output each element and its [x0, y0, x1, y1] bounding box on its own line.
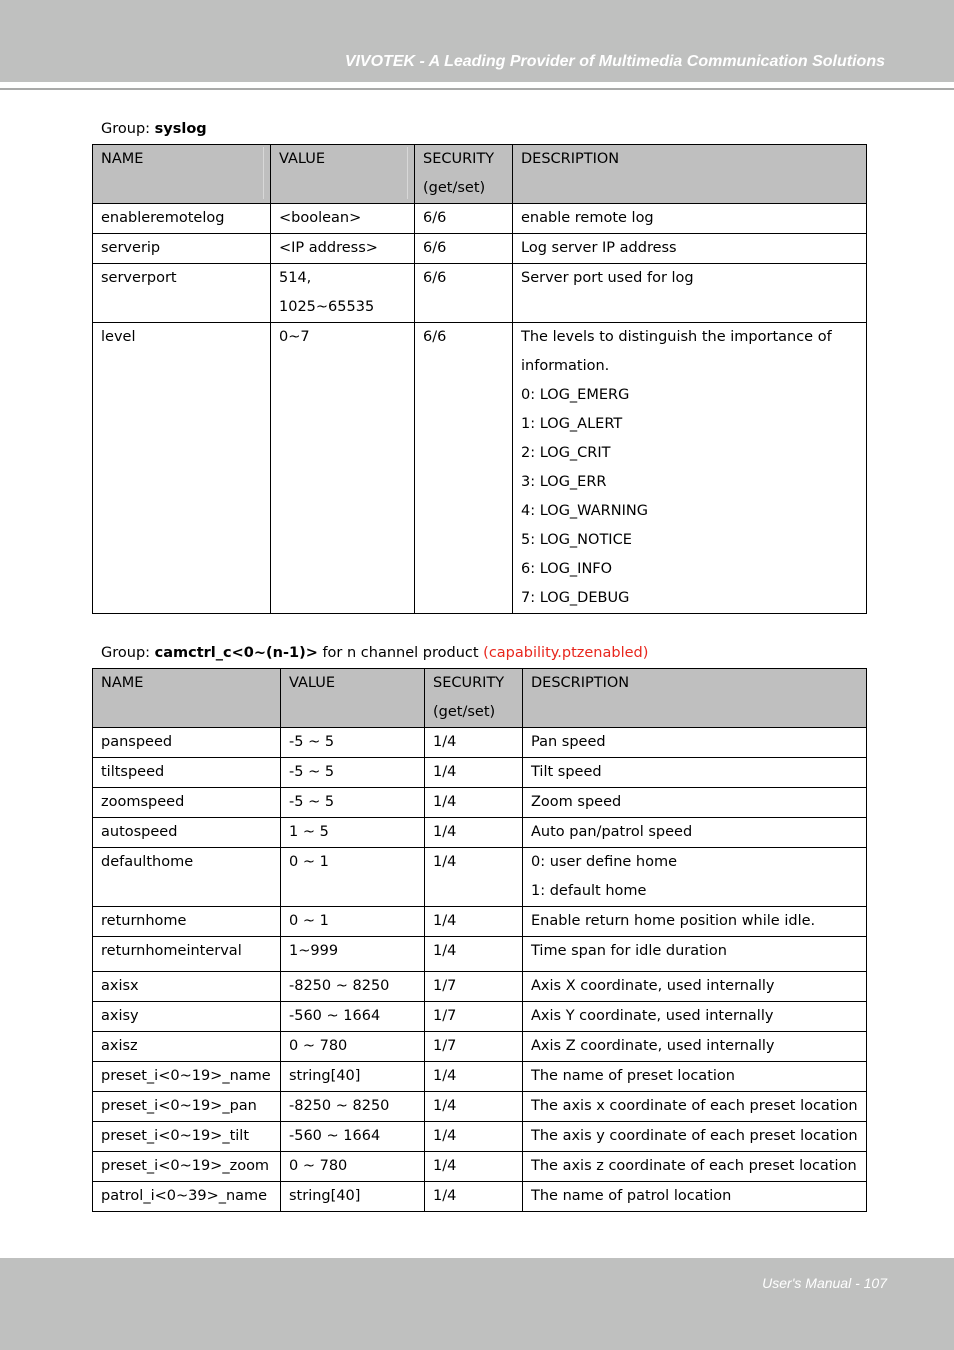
description-line: The levels to distinguish the importance of — [521, 329, 832, 345]
table-row — [93, 1062, 867, 1092]
description-line: 7: LOG_DEBUG — [521, 590, 630, 606]
cell-value — [271, 323, 415, 614]
camctrl-group-caption — [101, 645, 648, 661]
cell-value — [271, 234, 415, 264]
cell-description — [523, 1032, 867, 1062]
cell-name: axisy — [93, 1002, 281, 1032]
column-header-description: DESCRIPTION — [523, 669, 867, 728]
cell-value: -5 ~ 5 — [281, 728, 425, 758]
security-subtitle: (get/set) — [433, 704, 496, 720]
cell-name: axisz — [93, 1032, 281, 1062]
column-header-name: NAME — [93, 145, 271, 204]
description-line: The name of preset location — [531, 1068, 735, 1084]
cell-name: level — [93, 323, 271, 614]
description-line: Tilt speed — [531, 764, 602, 780]
cell-description — [523, 1182, 867, 1212]
cell-value: 1 ~ 5 — [281, 818, 425, 848]
description-line: The axis z coordinate of each preset location — [531, 1158, 857, 1174]
cell-security: 6/6 — [415, 264, 513, 323]
column-header-value: VALUE — [281, 669, 425, 728]
description-line: 0: user define home — [531, 854, 678, 870]
table-row — [93, 204, 867, 234]
description-line: The axis y coordinate of each preset location — [531, 1128, 858, 1144]
cell-description — [513, 234, 867, 264]
description-line: 1: LOG_ALERT — [521, 416, 623, 432]
description-line: 0: LOG_EMERG — [521, 387, 630, 403]
cell-security: 6/6 — [415, 323, 513, 614]
value-line: <boolean> — [279, 210, 362, 226]
cell-value: 0 ~ 780 — [281, 1152, 425, 1182]
cell-security: 1/4 — [425, 937, 523, 972]
table-row — [93, 1002, 867, 1032]
syslog-table — [92, 144, 867, 614]
description-line: enable remote log — [521, 210, 654, 226]
cell-security: 1/4 — [425, 848, 523, 907]
description-line: Axis Y coordinate, used internally — [531, 1008, 774, 1024]
cell-description — [523, 728, 867, 758]
cell-value: -5 ~ 5 — [281, 758, 425, 788]
cell-name: serverip — [93, 234, 271, 264]
table-row — [93, 1182, 867, 1212]
table-row — [93, 818, 867, 848]
description-line: Axis Z coordinate, used internally — [531, 1038, 775, 1054]
cell-name: panspeed — [93, 728, 281, 758]
table-header-row — [93, 669, 867, 728]
value-line: 514, — [279, 270, 312, 286]
cell-security: 1/7 — [425, 972, 523, 1002]
cell-security: 1/7 — [425, 1002, 523, 1032]
cell-security: 1/4 — [425, 818, 523, 848]
table-row — [93, 1092, 867, 1122]
table-row — [93, 758, 867, 788]
table-row — [93, 234, 867, 264]
cell-value: -560 ~ 1664 — [281, 1002, 425, 1032]
table-row — [93, 1152, 867, 1182]
cell-security: 1/7 — [425, 1032, 523, 1062]
cell-description — [523, 848, 867, 907]
table-row — [93, 323, 867, 614]
cell-value: string[40] — [281, 1062, 425, 1092]
description-line: Enable return home position while idle. — [531, 913, 816, 929]
cell-description — [523, 1092, 867, 1122]
header-title: VIVOTEK - A Leading Provider of Multimedia Communication Solutions — [344, 53, 885, 70]
cell-description — [523, 818, 867, 848]
description-line: Axis X coordinate, used internally — [531, 978, 775, 994]
cell-value: -8250 ~ 8250 — [281, 1092, 425, 1122]
security-subtitle: (get/set) — [423, 180, 486, 196]
description-line: 6: LOG_INFO — [521, 561, 613, 577]
cell-value: 0 ~ 1 — [281, 907, 425, 937]
cell-description — [523, 1002, 867, 1032]
column-header-security — [415, 145, 513, 204]
cell-name: preset_i<0~19>_name — [93, 1062, 281, 1092]
cell-name: preset_i<0~19>_tilt — [93, 1122, 281, 1152]
cell-value: -560 ~ 1664 — [281, 1122, 425, 1152]
description-line: 5: LOG_NOTICE — [521, 532, 632, 548]
table-row — [93, 1032, 867, 1062]
table-header-row — [93, 145, 867, 204]
footer-band — [0, 1258, 954, 1350]
cell-name: zoomspeed — [93, 788, 281, 818]
cell-security: 1/4 — [425, 758, 523, 788]
syslog-table-body — [93, 204, 867, 614]
cell-security: 6/6 — [415, 234, 513, 264]
group-label: Group: — [101, 121, 155, 137]
cell-name: tiltspeed — [93, 758, 281, 788]
description-line: Server port used for log — [521, 270, 694, 286]
cell-security: 1/4 — [425, 1182, 523, 1212]
table-row — [93, 1122, 867, 1152]
cell-name: enableremotelog — [93, 204, 271, 234]
cell-name: preset_i<0~19>_pan — [93, 1092, 281, 1122]
description-line: The axis x coordinate of each preset location — [531, 1098, 858, 1114]
description-line: Log server IP address — [521, 240, 677, 256]
header-divider — [0, 88, 954, 90]
description-line: Pan speed — [531, 734, 606, 750]
page-number: User's Manual - 107 — [762, 1275, 887, 1291]
cell-value: -8250 ~ 8250 — [281, 972, 425, 1002]
table-row — [93, 788, 867, 818]
description-line: Zoom speed — [531, 794, 622, 810]
camctrl-table-body — [93, 728, 867, 1212]
cell-security: 1/4 — [425, 788, 523, 818]
table-row — [93, 264, 867, 323]
description-line: 2: LOG_CRIT — [521, 445, 611, 461]
value-line: 1025~65535 — [279, 299, 375, 315]
security-label: SECURITY — [433, 675, 505, 691]
cell-description — [523, 907, 867, 937]
cell-security: 1/4 — [425, 907, 523, 937]
cell-value: string[40] — [281, 1182, 425, 1212]
table-row — [93, 907, 867, 937]
cell-value — [271, 264, 415, 323]
cell-value — [271, 204, 415, 234]
description-line: Auto pan/patrol speed — [531, 824, 693, 840]
cell-description — [523, 1122, 867, 1152]
cell-name: returnhomeinterval — [93, 937, 281, 972]
value-line: 0~7 — [279, 329, 310, 345]
table-row — [93, 728, 867, 758]
description-line: 1: default home — [531, 883, 647, 899]
capability-note: (capability.ptzenabled) — [483, 645, 649, 661]
cell-name: defaulthome — [93, 848, 281, 907]
cell-value: 0 ~ 1 — [281, 848, 425, 907]
group-name: camctrl_c<0~(n-1)> — [154, 645, 318, 661]
cell-security: 6/6 — [415, 204, 513, 234]
cell-description — [513, 323, 867, 614]
camctrl-table — [92, 668, 867, 1212]
column-header-description: DESCRIPTION — [513, 145, 867, 204]
cell-description — [513, 264, 867, 323]
cell-security: 1/4 — [425, 1152, 523, 1182]
cell-security: 1/4 — [425, 1062, 523, 1092]
cell-description — [523, 937, 867, 972]
cell-security: 1/4 — [425, 1092, 523, 1122]
description-line: 3: LOG_ERR — [521, 474, 607, 490]
group-name: syslog — [154, 121, 207, 137]
syslog-group-caption — [101, 121, 207, 137]
cell-name: autospeed — [93, 818, 281, 848]
cell-description — [523, 788, 867, 818]
cell-name: returnhome — [93, 907, 281, 937]
cell-name: preset_i<0~19>_zoom — [93, 1152, 281, 1182]
cell-security: 1/4 — [425, 1122, 523, 1152]
description-line: Time span for idle duration — [531, 943, 727, 959]
value-line: <IP address> — [279, 240, 378, 256]
cell-security: 1/4 — [425, 728, 523, 758]
description-line: 4: LOG_WARNING — [521, 503, 648, 519]
cell-name: patrol_i<0~39>_name — [93, 1182, 281, 1212]
cell-value: 1~999 — [281, 937, 425, 972]
cell-description — [523, 758, 867, 788]
security-label: SECURITY — [423, 151, 495, 167]
column-header-value: VALUE — [271, 145, 415, 204]
cell-description — [513, 204, 867, 234]
cell-description — [523, 972, 867, 1002]
table-row — [93, 937, 867, 972]
cell-value: -5 ~ 5 — [281, 788, 425, 818]
group-label: Group: — [101, 645, 155, 661]
description-line: The name of patrol location — [531, 1188, 732, 1204]
cell-name: axisx — [93, 972, 281, 1002]
description-line: information. — [521, 358, 610, 374]
column-header-security — [425, 669, 523, 728]
group-caption-middle: for n channel product — [317, 645, 484, 661]
cell-description — [523, 1062, 867, 1092]
cell-value: 0 ~ 780 — [281, 1032, 425, 1062]
table-row — [93, 848, 867, 907]
table-row — [93, 972, 867, 1002]
cell-description — [523, 1152, 867, 1182]
column-header-name: NAME — [93, 669, 281, 728]
cell-name: serverport — [93, 264, 271, 323]
